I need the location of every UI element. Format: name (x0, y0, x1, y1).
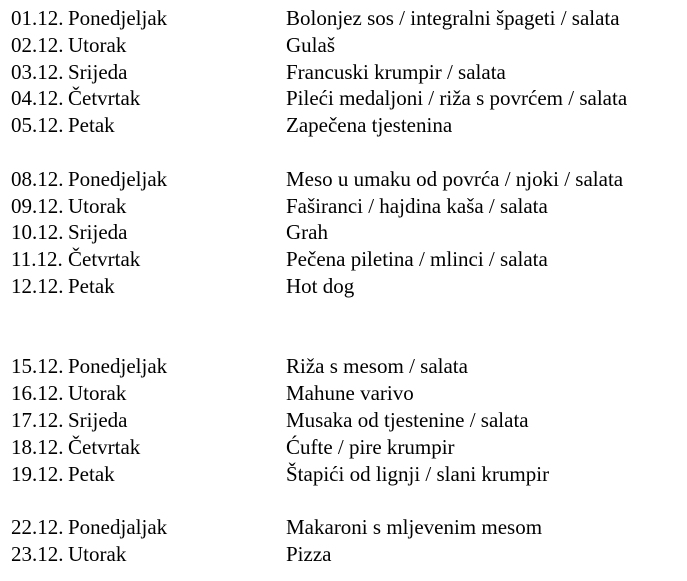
menu-row-date-day (11, 193, 286, 220)
menu-row-date-day (11, 514, 286, 541)
menu-date: 19.12. (11, 461, 64, 486)
menu-week (11, 353, 687, 487)
menu-meal: Mahune varivo (286, 381, 414, 406)
menu-row-date-day (11, 353, 286, 380)
menu-row-date-day (11, 434, 286, 461)
menu-day: Četvrtak (68, 86, 141, 111)
menu-row-date-day (11, 59, 286, 86)
menu-date: 22.12. (11, 515, 64, 540)
menu-day: Četvrtak (68, 247, 141, 272)
menu-week (11, 514, 687, 568)
menu-date: 04.12. (11, 86, 64, 111)
menu-row (11, 380, 687, 407)
menu-row-date-day (11, 246, 286, 273)
menu-date: 02.12. (11, 32, 64, 57)
menu-day: Srijeda (68, 407, 128, 432)
menu-row-date-day (11, 85, 286, 112)
menu-date: 03.12. (11, 59, 64, 84)
menu-day: Utorak (68, 32, 127, 57)
menu-row (11, 32, 687, 59)
menu-meal: Francuski krumpir / salata (286, 59, 506, 84)
menu-meal: Zapečena tjestenina (286, 113, 453, 138)
menu-row-date-day (11, 407, 286, 434)
menu-row (11, 193, 687, 220)
menu-row (11, 407, 687, 434)
menu-meal: Grah (286, 220, 328, 245)
menu-day: Petak (68, 113, 115, 138)
menu-date: 12.12. (11, 273, 64, 298)
menu-meal: Ćufte / pire krumpir (286, 434, 455, 459)
menu-row-date-day (11, 541, 286, 568)
menu-weeks (11, 5, 687, 568)
menu-day: Srijeda (68, 220, 128, 245)
menu-row-date-day (11, 461, 286, 488)
menu-day: Ponedjeljak (68, 166, 168, 191)
menu-row-date-day (11, 219, 286, 246)
menu-row (11, 5, 687, 32)
menu-day: Ponedjeljak (68, 6, 168, 30)
menu-meal: Bolonjez sos / integralni špageti / salata (286, 6, 620, 30)
menu-date: 11.12. (11, 247, 63, 272)
menu-row (11, 166, 687, 193)
menu-day: Petak (68, 461, 115, 486)
menu-week (11, 166, 687, 300)
menu-date: 10.12. (11, 220, 64, 245)
menu-day: Petak (68, 273, 115, 298)
menu-row-date-day (11, 5, 286, 32)
menu-meal: Štapići od lignji / slani krumpir (286, 461, 550, 486)
menu-day: Ponedjaljak (68, 515, 168, 540)
menu-row (11, 85, 687, 112)
menu-row (11, 541, 687, 568)
menu-row (11, 461, 687, 488)
menu-row (11, 434, 687, 461)
menu-meal: Musaka od tjestenine / salata (286, 407, 529, 432)
menu-date: 09.12. (11, 193, 64, 218)
menu-date: 23.12. (11, 541, 64, 566)
menu-day: Utorak (68, 193, 127, 218)
menu-row (11, 353, 687, 380)
menu-date: 15.12. (11, 354, 64, 379)
menu-row-date-day (11, 380, 286, 407)
menu-row (11, 514, 687, 541)
menu-row (11, 59, 687, 86)
menu-date: 16.12. (11, 381, 64, 406)
menu-meal: Pizza (286, 541, 332, 566)
menu-day: Četvrtak (68, 434, 141, 459)
menu-meal: Makaroni s mljevenim mesom (286, 515, 543, 540)
menu-day: Utorak (68, 541, 127, 566)
menu-row (11, 112, 687, 139)
menu-row (11, 219, 687, 246)
menu-meal: Meso u umaku od povrća / njoki / salata (286, 166, 624, 191)
menu-row-date-day (11, 166, 286, 193)
menu-row (11, 246, 687, 273)
menu-date: 01.12. (11, 6, 64, 30)
menu-day: Utorak (68, 381, 127, 406)
menu-date: 05.12. (11, 113, 64, 138)
menu-date: 18.12. (11, 434, 64, 459)
menu-row-date-day (11, 112, 286, 139)
menu-meal: Pileći medaljoni / riža s povrćem / salata (286, 86, 628, 111)
menu-meal: Faširanci / hajdina kaša / salata (286, 193, 548, 218)
menu-week (11, 5, 687, 139)
menu-meal: Pečena piletina / mlinci / salata (286, 247, 548, 272)
menu-date: 08.12. (11, 166, 64, 191)
menu-day: Ponedjeljak (68, 354, 168, 379)
menu-row-date-day (11, 273, 286, 300)
menu-meal: Hot dog (286, 273, 355, 298)
menu-row-date-day (11, 32, 286, 59)
menu-date: 17.12. (11, 407, 64, 432)
menu-meal: Gulaš (286, 32, 335, 57)
menu-meal: Riža s mesom / salata (286, 354, 468, 379)
menu-row (11, 273, 687, 300)
menu-day: Srijeda (68, 59, 128, 84)
